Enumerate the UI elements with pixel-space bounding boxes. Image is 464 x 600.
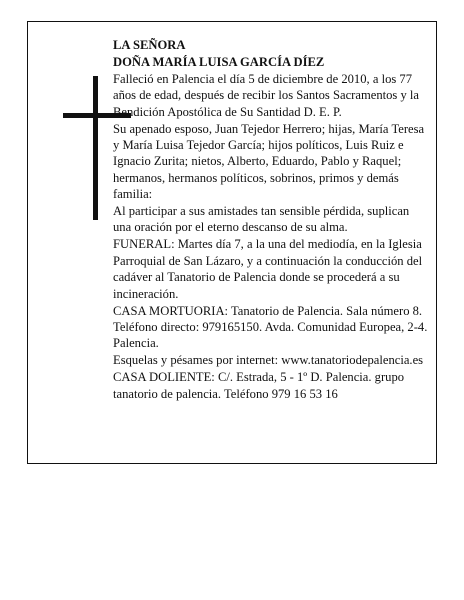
header-title: LA SEÑORA	[113, 38, 186, 52]
funeral-home-details: CASA MORTUORIA: Tanatorio de Palencia. Sala número 8. Teléfono directo: 979165150. Avda. Comunidad Europea, 2-4. Palencia.	[113, 303, 428, 351]
family-list: Su apenado esposo, Juan Tejedor Herrero; hijas, María Teresa y María Luisa Tejedor García; hijos políticos, Luis Ruiz e Ignacio Zurita; nietos, Alberto, Eduardo, Pablo y Raquel; hermanos, hermanos políticos, sobrinos, primos y demás familia:	[113, 121, 425, 202]
deceased-name: DOÑA MARÍA LUISA GARCÍA DÍEZ	[113, 54, 325, 69]
obituary-text	[113, 37, 429, 402]
prayer-request: Al participar a sus amistades tan sensible pérdida, suplican una oración por el eterno descanso de su alma.	[113, 204, 410, 235]
family-home-details: CASA DOLIENTE: C/. Estrada, 5 - 1º D. Palencia. grupo tanatorio de palencia. Teléfono 979 16 53 16	[113, 370, 405, 401]
internet-condolences: Esquelas y pésames por internet: www.tanatoriodepalencia.es	[113, 353, 424, 368]
death-announcement: Falleció en Palencia el día 5 de diciembre de 2010, a los 77 años de edad, después de recibir los Santos Sacramentos y la Bendición Apostólica de Su Santidad D. E. P.	[113, 71, 420, 119]
cross-vertical-bar	[93, 76, 98, 220]
funeral-details: FUNERAL: Martes día 7, a la una del mediodía, en la Iglesia Parroquial de San Lázaro, y a continuación la conducción del cadáver al Tanatorio de Palencia donde se procederá a su incineración.	[113, 237, 423, 301]
